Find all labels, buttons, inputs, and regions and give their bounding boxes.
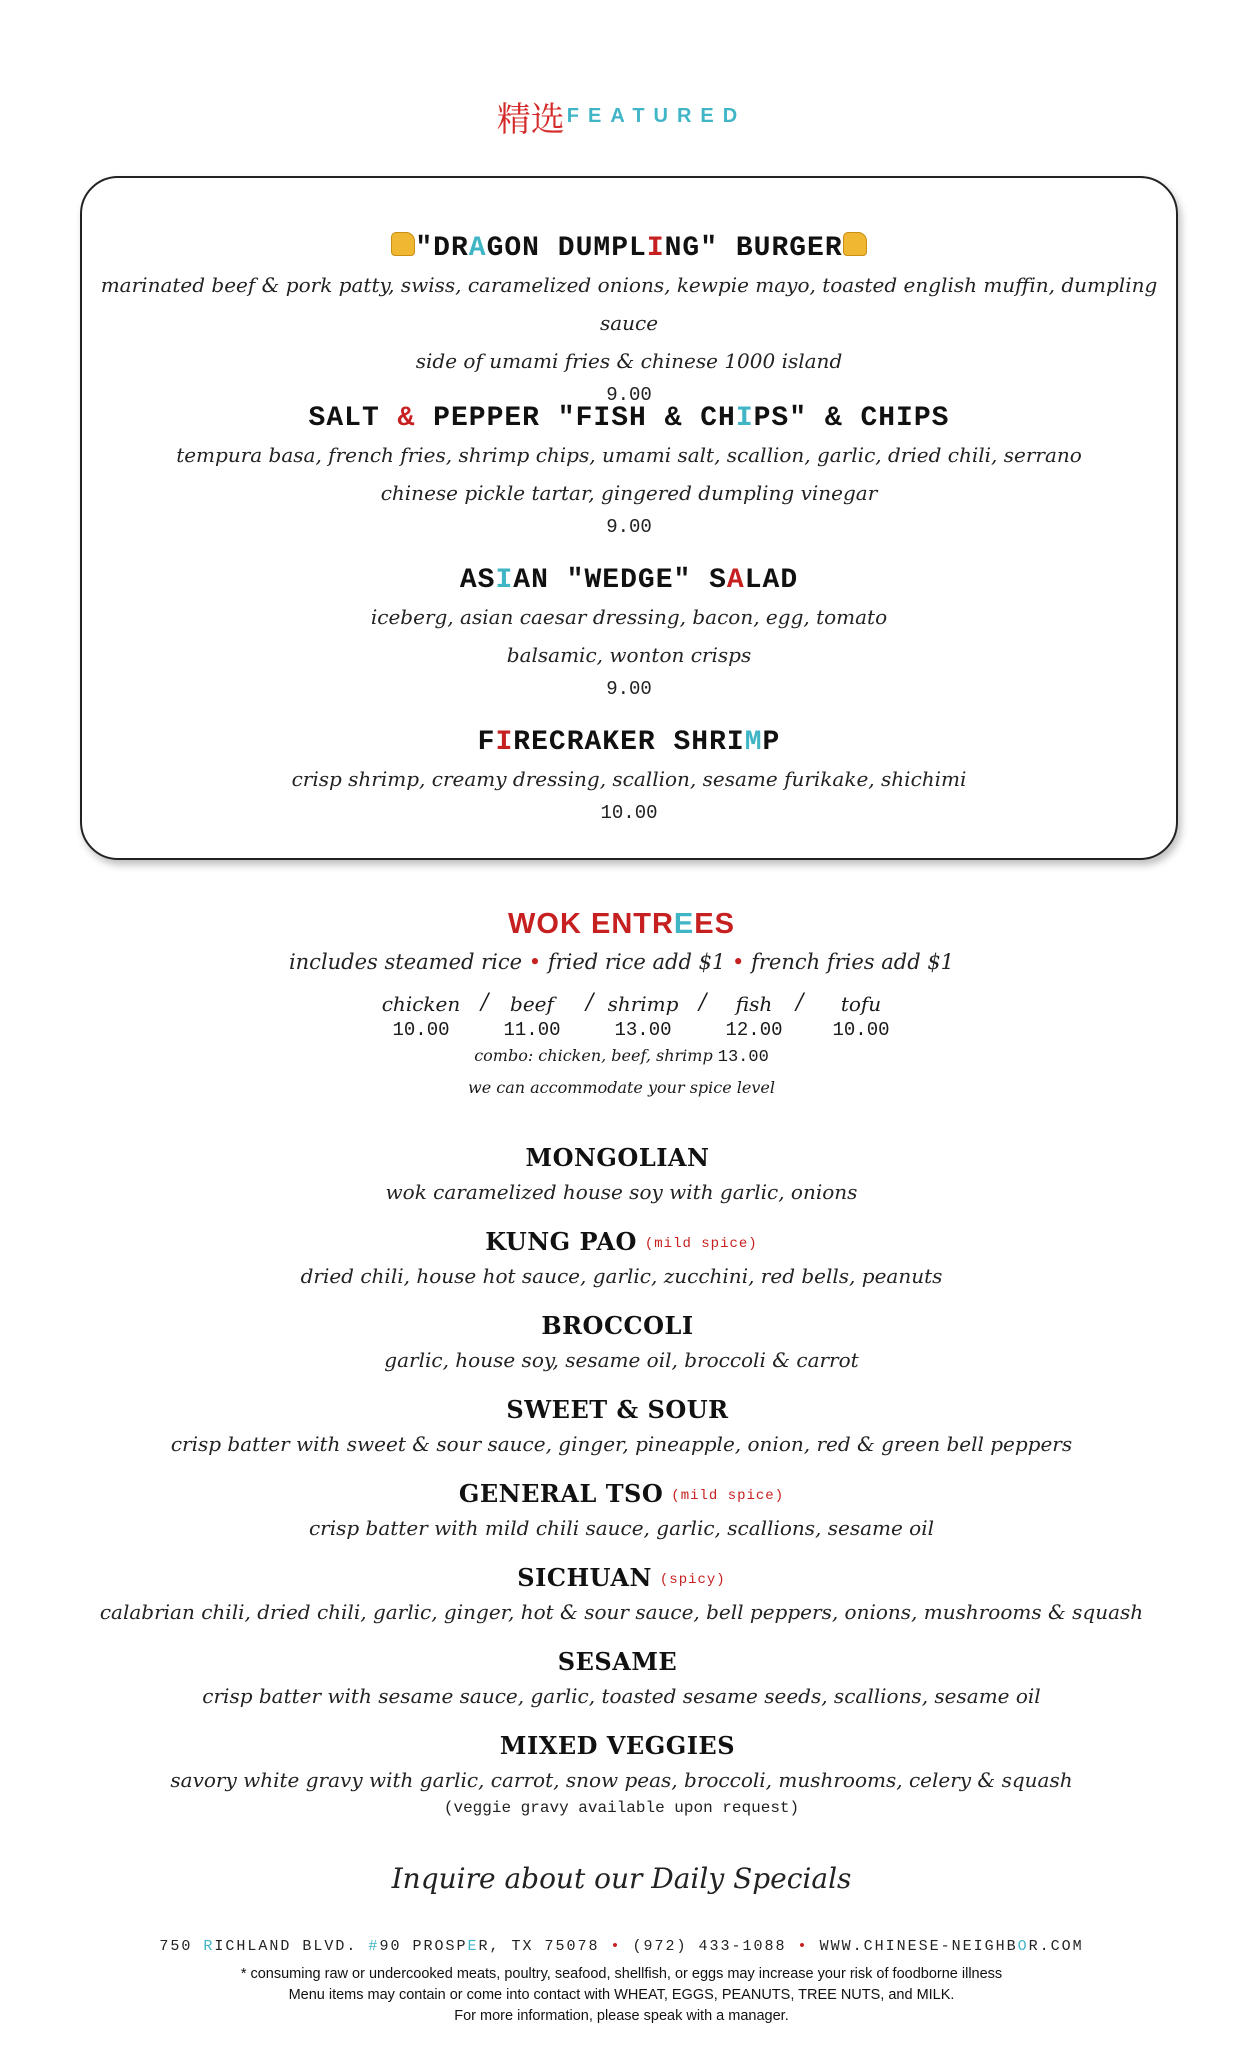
protein-option [816, 990, 906, 1042]
thumbs-up-icon [843, 232, 867, 256]
text-run: I [735, 403, 754, 434]
featured-item-name [82, 726, 1176, 760]
featured-item-price: 9.00 [606, 516, 652, 538]
text-run: ES [694, 908, 735, 940]
protein-name: beef [510, 992, 554, 1016]
entree-extra-note: (veggie gravy available upon request) [443, 1799, 800, 1817]
allergy-disclaimer: Menu items may contain or come into contact with WHEAT, EGGS, PEANUTS, TREE NUTS, and MILK. [288, 1987, 955, 2003]
text-run: SALT [308, 403, 398, 434]
featured-item-desc: balsamic, wonton crisps [506, 643, 752, 667]
text-run: M [744, 727, 763, 758]
protein-name: chicken [381, 992, 461, 1016]
protein-option [487, 990, 577, 1042]
text-run: I [646, 233, 665, 264]
protein-price: 11.00 [503, 1019, 561, 1041]
text-run: R.COM [1028, 1938, 1084, 1955]
featured-header [0, 92, 1243, 141]
featured-item [82, 402, 1176, 542]
bullet-icon: • [528, 950, 542, 974]
entree-name: BROCCOLI [541, 1311, 694, 1340]
featured-item-price: 10.00 [600, 802, 658, 824]
separator: / [481, 990, 489, 1015]
text-run: 750 [159, 1938, 204, 1955]
protein-option [376, 990, 466, 1042]
text-run: 90 PROSP [379, 1938, 468, 1955]
text-run: # [368, 1938, 380, 1955]
protein-price: 13.00 [614, 1019, 672, 1041]
featured-item-price: 9.00 [606, 678, 652, 700]
featured-item-price: 9.00 [606, 384, 652, 406]
separator: / [699, 990, 707, 1015]
includes-item: fried rice add $1 [547, 950, 726, 974]
featured-header-english: FEATURED [566, 105, 747, 127]
combo-label: combo: chicken, beef, shrimp [474, 1046, 713, 1065]
entree-name: SESAME [557, 1647, 678, 1676]
entree-desc: savory white gravy with garlic, carrot, snow peas, broccoli, mushrooms, celery & squash [170, 1768, 1073, 1792]
featured-item [82, 232, 1176, 410]
entree-item [0, 1478, 1243, 1544]
separator: / [586, 990, 594, 1015]
text-run: I [495, 727, 514, 758]
entree-item [0, 1226, 1243, 1292]
text-run: O [1017, 1938, 1029, 1955]
text-run: PS" & CHIPS [753, 403, 950, 434]
includes-item: includes steamed rice [288, 950, 523, 974]
text-run: E [467, 1938, 479, 1955]
spice-note: we can accommodate your spice level [468, 1078, 775, 1097]
entree-desc: wok caramelized house soy with garlic, onions [385, 1180, 858, 1204]
featured-item-desc: side of umami fries & chinese 1000 island [415, 349, 843, 373]
entree-desc: crisp batter with sesame sauce, garlic, toasted sesame seeds, scallions, sesame oil [202, 1684, 1041, 1708]
featured-item-desc: iceberg, asian caesar dressing, bacon, egg, tomato [370, 605, 888, 629]
thumbs-up-icon [391, 232, 415, 256]
entree-name: GENERAL TSO [458, 1479, 664, 1508]
entree-item [0, 1646, 1243, 1712]
separator: / [796, 990, 804, 1015]
text-run: WOK ENTR [508, 908, 674, 940]
featured-item-name [82, 564, 1176, 598]
text-run: R [203, 1938, 215, 1955]
text-run: I [495, 565, 514, 596]
text-run: • [610, 1938, 622, 1955]
includes-item: french fries add $1 [751, 950, 955, 974]
text-run: PEPPER "FISH & CH [415, 403, 736, 434]
entree-desc: calabrian chili, dried chili, garlic, ginger, hot & sour sauce, bell peppers, onions, mushrooms & squash [99, 1600, 1144, 1624]
text-run: AS [459, 565, 496, 596]
protein-name: fish [735, 992, 773, 1016]
text-run: WWW.CHINESE-NEIGHB [808, 1938, 1018, 1955]
featured-item-desc: tempura basa, french fries, shrimp chips, umami salt, scallion, garlic, dried chili, serrano [176, 443, 1082, 467]
entree-name: SICHUAN [517, 1563, 652, 1592]
featured-item-desc: crisp shrimp, creamy dressing, scallion, sesame furikake, shichimi [291, 767, 967, 791]
text-run: RECRAKER SHRI [513, 727, 745, 758]
featured-item-desc: marinated beef & pork patty, swiss, caramelized onions, kewpie mayo, toasted english muffin, dumpling sauce [100, 273, 1158, 335]
text-run: A [726, 565, 745, 596]
text-run: P [762, 727, 781, 758]
text-run: & [397, 403, 416, 434]
entree-desc: crisp batter with sweet & sour sauce, ginger, pineapple, onion, red & green bell peppers [170, 1432, 1073, 1456]
entree-item [0, 1394, 1243, 1460]
featured-header-chinese: 精选 [496, 100, 565, 140]
text-run: • [797, 1938, 809, 1955]
featured-item [82, 726, 1176, 828]
text-run: "DR [415, 233, 469, 264]
featured-item-desc: chinese pickle tartar, gingered dumpling vinegar [380, 481, 878, 505]
featured-box [80, 176, 1178, 860]
daily-specials-note: Inquire about our Daily Specials [391, 1862, 852, 1895]
entree-desc: garlic, house soy, sesame oil, broccoli & carrot [384, 1348, 859, 1372]
featured-item-name [82, 232, 1176, 266]
bullet-icon: • [732, 950, 745, 974]
combo-line [0, 1046, 1243, 1067]
text-run: F [477, 727, 496, 758]
wok-includes [0, 950, 1243, 974]
text-run: ICHLAND BLVD. [214, 1938, 369, 1955]
entree-item [0, 1142, 1243, 1208]
wok-entrees-title [0, 908, 1243, 941]
text-run: R, TX 75078 [478, 1938, 611, 1955]
text-run: AN "WEDGE" S [513, 565, 727, 596]
protein-price: 10.00 [392, 1019, 450, 1041]
entree-spice-note: (spicy) [659, 1572, 726, 1588]
text-run: E [673, 908, 695, 940]
text-run: (972) 433-1088 [621, 1938, 798, 1955]
entree-name: MONGOLIAN [525, 1143, 710, 1172]
text-run: NG" BURGER [664, 233, 843, 264]
footer-address [0, 1938, 1243, 1955]
text-run: LAD [744, 565, 799, 596]
allergy-disclaimer: For more information, please speak with a manager. [454, 2008, 789, 2024]
entree-desc: crisp batter with mild chili sauce, garlic, scallions, sesame oil [308, 1516, 935, 1540]
featured-item-name [82, 402, 1176, 436]
entree-item [0, 1562, 1243, 1628]
entree-spice-note: (mild spice) [644, 1236, 758, 1252]
protein-price: 12.00 [725, 1019, 783, 1041]
entree-spice-note: (mild spice) [671, 1488, 785, 1504]
featured-item [82, 564, 1176, 704]
protein-option [709, 990, 799, 1042]
protein-option [598, 990, 688, 1042]
protein-name: tofu [840, 992, 882, 1016]
entree-name: KUNG PAO [485, 1227, 637, 1256]
allergy-disclaimer: * consuming raw or undercooked meats, poultry, seafood, shellfish, or eggs may increase your risk of foodborne illness [240, 1966, 1003, 1982]
entree-name: MIXED VEGGIES [499, 1731, 736, 1760]
protein-price: 10.00 [832, 1019, 890, 1041]
entree-name: SWEET & SOUR [506, 1395, 729, 1424]
entree-item [0, 1730, 1243, 1820]
text-run: A [468, 233, 487, 264]
protein-name: shrimp [607, 992, 679, 1016]
entree-item [0, 1310, 1243, 1376]
text-run: GON DUMPL [486, 233, 647, 264]
combo-price: 13.00 [717, 1048, 769, 1067]
entree-desc: dried chili, house hot sauce, garlic, zucchini, red bells, peanuts [300, 1264, 943, 1288]
